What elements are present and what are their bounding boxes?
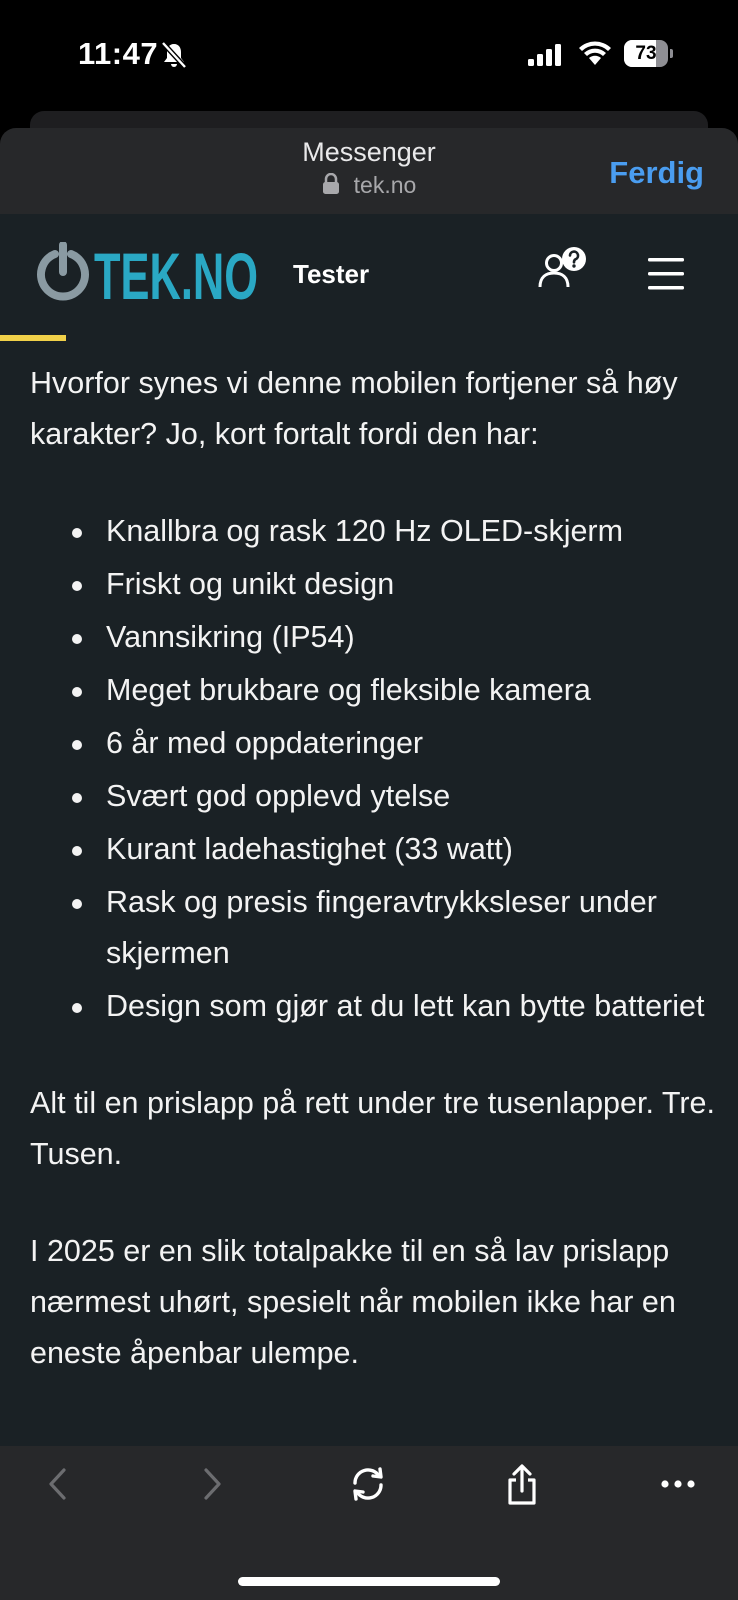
more-icon[interactable] <box>660 1464 696 1504</box>
browser-url-text: tek.no <box>353 172 417 198</box>
forward-icon[interactable] <box>198 1464 226 1504</box>
list-item: Design som gjør at du lett kan bytte batteriet <box>106 981 720 1032</box>
price-paragraph: Alt til en prislapp på rett under tre tusenlapper. Tre. Tusen. <box>30 1086 715 1171</box>
progress-indicator <box>0 335 66 341</box>
list-item: Knallbra og rask 120 Hz OLED-skjerm <box>106 506 720 557</box>
list-item: Friskt og unikt design <box>106 559 720 610</box>
list-item: Meget brukbare og fleksible kamera <box>106 665 720 716</box>
share-icon[interactable] <box>504 1464 540 1506</box>
battery-level: 73 <box>635 43 657 64</box>
lock-icon <box>322 173 340 195</box>
reload-icon[interactable] <box>348 1464 388 1504</box>
list-item: Rask og presis fingeravtrykksleser under skjermen <box>106 877 720 979</box>
intro-paragraph: Hvorfor synes vi denne mobilen fortjener så høy karakter? Jo, kort fortalt fordi den har: <box>30 366 678 451</box>
logo-text: TEK.NO <box>94 242 258 304</box>
bell-slash-icon <box>161 41 187 69</box>
hamburger-menu-icon[interactable] <box>648 258 684 290</box>
browser-title: Messenger <box>302 137 436 167</box>
status-bar <box>0 0 738 110</box>
list-item: 6 år med oppdateringer <box>106 718 720 769</box>
article-body <box>30 358 720 1379</box>
closing-paragraph: I 2025 er en slik totalpakke til en så lav prislapp nærmest uhørt, spesielt når mobilen ikke har en eneste åpenbar ulempe. <box>30 1234 676 1370</box>
feature-list <box>30 506 720 1032</box>
list-item: Kurant ladehastighet (33 watt) <box>106 824 720 875</box>
cellular-signal-icon <box>528 44 562 66</box>
back-icon[interactable] <box>44 1464 72 1504</box>
list-item: Svært god opplevd ytelse <box>106 771 720 822</box>
list-item: Vannsikring (IP54) <box>106 612 720 663</box>
nav-item-tester[interactable]: Tester <box>293 259 370 289</box>
done-button[interactable]: Ferdig <box>609 155 704 190</box>
battery-icon <box>624 40 672 67</box>
home-indicator[interactable] <box>238 1577 500 1586</box>
tekno-logo[interactable] <box>30 242 262 304</box>
account-help-icon[interactable] <box>537 245 595 291</box>
wifi-icon <box>578 40 612 66</box>
status-time: 11:47 <box>78 36 159 71</box>
